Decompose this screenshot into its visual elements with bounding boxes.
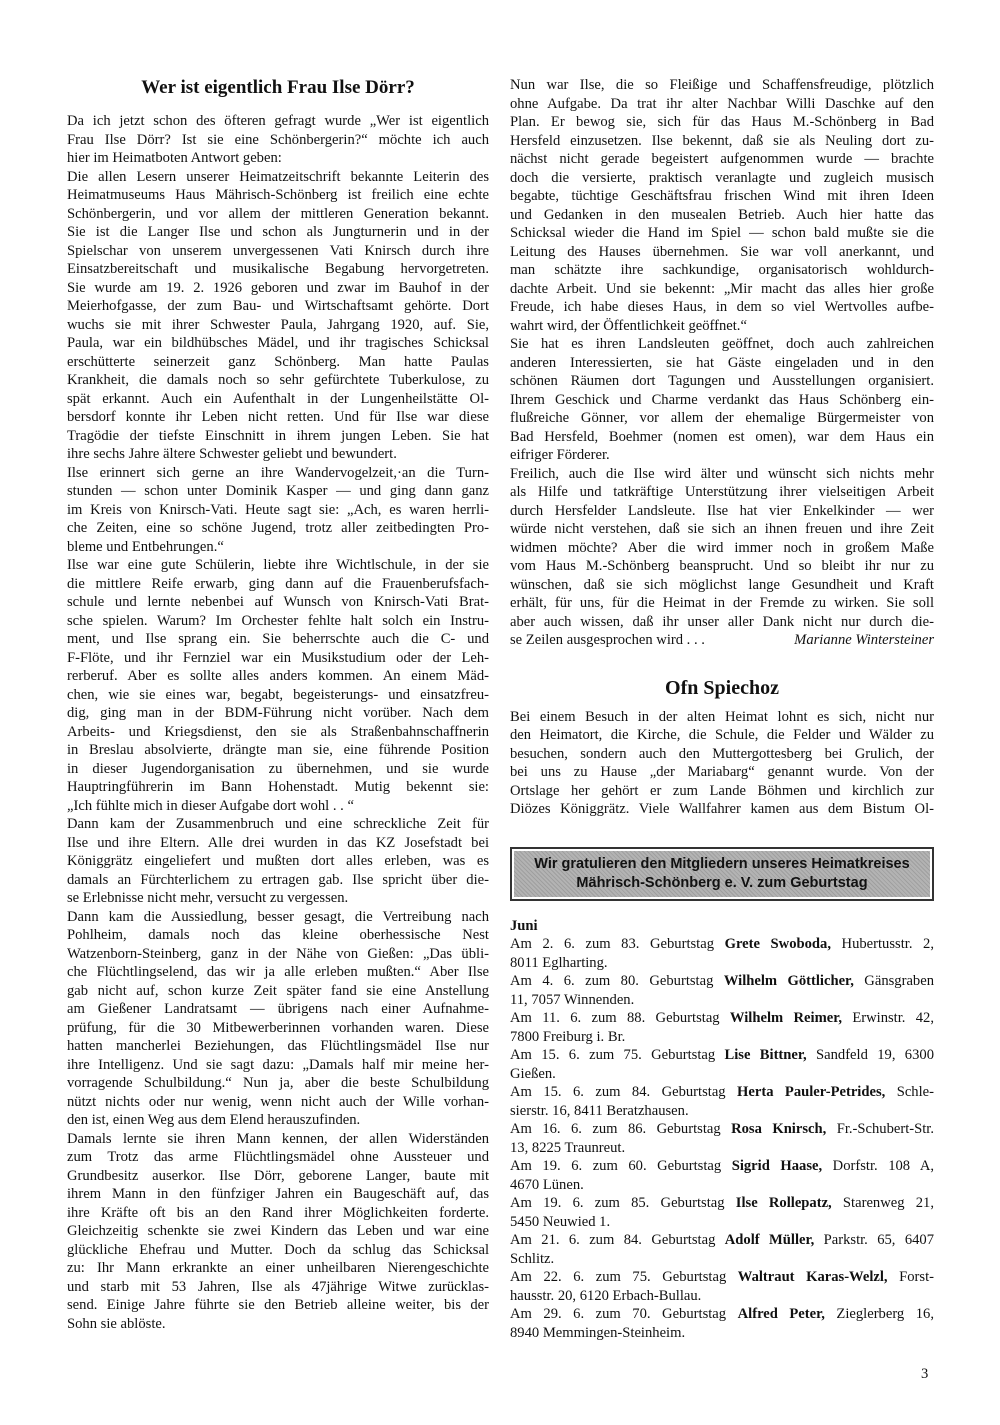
text-line: gab nicht auf, schon kurze Zeit später fand sie eine Anstellung bbox=[67, 982, 489, 999]
birthday-address-cont: 8940 Memmingen-Steinheim. bbox=[510, 1324, 686, 1341]
birthday-date: Am 22. 6. zum 75. Geburtstag bbox=[510, 1269, 738, 1285]
birthday-address: Hubertusstr. 2, bbox=[830, 936, 934, 952]
text-line: Grundbesitz auserkor. Ilse Dörr, geborene Langer, baute mit bbox=[67, 1167, 489, 1184]
text-line: Leitung des Hauses übernehmen. Sie war voll anerkannt, und bbox=[510, 243, 934, 260]
text-line: rerberuf. Aber es sollte alles anders kommen. An einem Mäd- bbox=[67, 668, 489, 684]
banner-line-2: Mährisch-Schönberg e. V. zum Geburtstag bbox=[576, 874, 868, 891]
text-line: anderen Interessierten, sie hat Gäste eingeladen und in den bbox=[510, 354, 934, 371]
birthday-address: Sandfeld 19, 6300 bbox=[806, 1047, 934, 1063]
birthday-list bbox=[510, 935, 934, 1342]
birthday-date: Am 15. 6. zum 84. Geburtstag bbox=[510, 1084, 738, 1100]
text-line: Gleichzeitig schenkte sie zwei Kindern das Leben und war eine bbox=[67, 1223, 489, 1239]
text-line: den Heimatort, die Kirche, die Schule, die Felder und Wälder zu bbox=[510, 727, 934, 743]
birthday-date: Am 16. 6. zum 86. Geburtstag bbox=[510, 1121, 732, 1137]
birthday-address: Erwinstr. 42, bbox=[842, 1010, 935, 1026]
text-line: Bei einem Besuch in der alten Heimat lohnt es sich, nicht nur bbox=[510, 708, 934, 725]
birthday-address: Schle- bbox=[885, 1084, 934, 1100]
birthday-entry bbox=[510, 1009, 934, 1028]
birthday-entry bbox=[510, 1046, 934, 1065]
birthday-address: Dorfstr. 108 A, bbox=[822, 1158, 935, 1174]
text-line: prüfung, für die 30 Mitbewerberinnen vorhanden waren. Diese bbox=[67, 1019, 489, 1036]
article-body-right bbox=[510, 76, 934, 631]
text-line: begabte, tüchtige Geschäftsfrau frischen Wind mit ihren Ideen bbox=[510, 188, 934, 204]
birthday-entry bbox=[510, 1268, 934, 1287]
text-line: F-Flöte, und ihr Fernziel war ein Musikstudium oder der Leh- bbox=[67, 649, 489, 666]
text-line: bersdorf konnte ihr Leben nicht retten. Und für Ilse war diese bbox=[67, 409, 489, 425]
text-line: Schönbergerin, und vor allem der mittleren Generation bekannt. bbox=[67, 205, 489, 222]
text-line: Diözes Königgrätz. Viele Wallfahrer kamen aus dem Bistum Ol- bbox=[510, 801, 934, 817]
text-line: che Zeiten, eine so schöne Jugend, trotz aller zeitbedingten Pro- bbox=[67, 520, 489, 536]
text-line: ihre sechs Jahre ältere Schwester geliebt und bewundert. bbox=[67, 446, 397, 462]
birthday-person: Rosa Knirsch, bbox=[731, 1121, 827, 1137]
birthday-date: Am 21. 6. zum 84. Geburtstag bbox=[510, 1232, 725, 1248]
text-line: den ist, einen Weg aus dem Elend herauszufinden. bbox=[67, 1112, 361, 1128]
text-line: und Gedanken in den musealen Betrieb. Auch hier hatte das bbox=[510, 206, 934, 223]
text-line: Nun war Ilse, die so Fleißige und Schaffensfreudige, plötzlich bbox=[510, 77, 934, 93]
text-line: und starb mit 53 Jahren, Ilse als 47jährige Witwe zurücklas- bbox=[67, 1278, 489, 1295]
birthday-address-cont: 8011 Eglharting. bbox=[510, 954, 608, 971]
text-line: Hersfeld einzusetzen. Ilse bekennt, daß sie als Neuling dort zu- bbox=[510, 132, 934, 149]
text-line: Pohlheim, damals noch das kleine oberhessische Nest bbox=[67, 927, 489, 943]
text-line: Einsatzbereitschaft und musikalische Begabung hervorgetreten. bbox=[67, 261, 489, 277]
text-line: Tragödie der tiefste Einschnitt in ihrem jungen Leben. Sie hat bbox=[67, 427, 489, 444]
text-line: ment, und Ilse sprang ein. Sie beherrschte auch die C- und bbox=[67, 631, 489, 647]
author-signature: Marianne Wintersteiner bbox=[794, 632, 934, 648]
text-line: vom Haus M.-Schönberg beansprucht. Und so bleibt ihr nur zu bbox=[510, 558, 934, 574]
text-line: „Ich fühlte mich in dieser Aufgabe dort wohl . . “ bbox=[67, 797, 354, 814]
text-line: Dann kam der Zusammenbruch und eine schreckliche Zeit für bbox=[67, 816, 489, 832]
birthday-entry bbox=[510, 1083, 934, 1102]
article2-title: Ofn Spiechoz bbox=[665, 676, 779, 699]
text-line: hatten mancherlei Beziehungen, das Flüchtlingsmädel Ilse nur bbox=[67, 1038, 489, 1054]
text-line: erschütterte seinerzeit ganz Schönberg. Man hatte Paulas bbox=[67, 353, 489, 370]
birthday-entry bbox=[510, 1157, 934, 1176]
text-line: Ilse war eine gute Schülerin, liebte ihre Wichtlschule, in der sie bbox=[67, 557, 489, 573]
birthday-address-cont: Gießen. bbox=[510, 1065, 556, 1082]
text-line: Damals lernte sie ihren Mann kennen, der allen Widerständen bbox=[67, 1130, 489, 1147]
text-line: doch die versierte, praktisch veranlagte und zugleich musisch bbox=[510, 169, 934, 186]
text-line: als Hilfe und tatkräftige Unterstützung ihrer vielseitigen Arbeit bbox=[510, 484, 934, 500]
text-line: spät erkannt. Auch ein Aufenthalt in der Lungenheilstätte Ol- bbox=[67, 390, 489, 407]
text-line: send. Einige Jahre führte sie den Betrieb alleine weiter, bis der bbox=[67, 1297, 489, 1313]
birthday-date: Am 15. 6. zum 75. Geburtstag bbox=[510, 1047, 725, 1063]
text-line: ohne Aufgabe. Da trat ihr alter Nachbar Willi Daschke auf den bbox=[510, 95, 934, 112]
text-line: in Breslau absolvierte, drängte man sie, eine führende Position bbox=[67, 742, 489, 758]
text-line: Hauptringführerin im Bann Hohenstadt. Mutig bekennt sie: bbox=[67, 779, 489, 795]
text-line: Paula, war ein bildhübsches Mädel, und ihr tragisches Schicksal bbox=[67, 335, 489, 351]
text-line: in dieser Jugendorganisation zu übernehmen, und sie wurde bbox=[67, 760, 489, 777]
birthday-month: Juni bbox=[510, 917, 538, 934]
birthday-person: Wilhelm Göttlicher, bbox=[723, 973, 854, 989]
text-line: Sie hat es ihren Landsleuten geöffnet, doch auch zahlreichen bbox=[510, 336, 934, 352]
text-line: Ilse erinnert sich gerne an ihre Wandervogelzeit,·an die Turn- bbox=[67, 464, 489, 481]
text-line: durch Hersfelder Landsleute. Ilse hat vier Enkelkinder — wer bbox=[510, 502, 934, 519]
text-line: Krankheit, die damals noch so sehr gefürchtete Tuberkulose, zu bbox=[67, 372, 489, 388]
text-line: Schicksal wieder die Hand im Spiel — schon bald mußte sie die bbox=[510, 225, 934, 241]
birthday-person: Adolf Müller, bbox=[724, 1232, 815, 1248]
text-line: Spielschar von unserem unvergessenen Vati Knirsch durch ihre bbox=[67, 242, 489, 259]
text-line: Plan. Er bewog sie, sich für das Haus M.-Schönberg in Bad bbox=[510, 114, 934, 130]
text-line: Freude, ich habe dieses Haus, in dem so viel Wertvolles aufbe- bbox=[510, 299, 934, 315]
birthday-entry bbox=[510, 1194, 934, 1213]
birthday-date: Am 19. 6. zum 85. Geburtstag bbox=[510, 1195, 736, 1211]
closing-text: se Zeilen ausgesprochen wird . . . bbox=[510, 632, 705, 648]
birthday-address-cont: 4670 Lünen. bbox=[510, 1176, 584, 1193]
text-line: stunden — schon unter Dominik Kasper — und ging dann ganz bbox=[67, 483, 489, 499]
text-line: widmen möchte? Aber die wird immer noch in großem Maße bbox=[510, 539, 934, 556]
birthday-address-cont: 7800 Freiburg i. Br. bbox=[510, 1028, 626, 1045]
birthday-person: Wilhelm Reimer, bbox=[729, 1010, 842, 1026]
text-line: Arbeits- und Kriegsdienst, den sie als Straßenbahnschaffnerin bbox=[67, 723, 489, 740]
text-line: Die allen Lesern unserer Heimatzeitschrift bekannte Leiterin des bbox=[67, 168, 489, 185]
text-line: bleme und Entbehrungen.“ bbox=[67, 538, 224, 555]
text-line: Dann kam die Aussiedlung, besser gesagt, die Vertreibung nach bbox=[67, 908, 489, 925]
text-line: die mittlere Reife erwarb, ging dann auf die Frauenberufsfach- bbox=[67, 575, 489, 592]
text-line: Bad Hersfeld, Boehmer (nomen est omen), war dem Haus ein bbox=[510, 428, 934, 445]
text-line: Ihrem Geschick und Charme verdankt das Haus Schönberg ein- bbox=[510, 391, 934, 408]
text-line: im Kreis von Knirsch-Vati. Heute sagt sie: „Ach, es waren herrli- bbox=[67, 501, 489, 518]
text-line: schule und lernte nebenbei auf Wunsch von Knirsch-Vati Brat- bbox=[67, 594, 489, 610]
birthday-address: Gänsgraben bbox=[853, 973, 934, 989]
birthday-person: Lise Bittner, bbox=[724, 1047, 807, 1063]
birthday-entry bbox=[510, 1120, 934, 1139]
birthday-person: Sigrid Haase, bbox=[731, 1158, 823, 1174]
text-line: hier im Heimatboten Antwort geben: bbox=[67, 150, 282, 166]
birthday-address: Zieglerberg 16, bbox=[824, 1306, 934, 1322]
birthday-address-cont: 5450 Neuwied 1. bbox=[510, 1213, 611, 1230]
birthday-entry bbox=[510, 1231, 934, 1250]
text-line: Sie wurde am 19. 2. 1926 geboren und zwar im Bauhof in der bbox=[67, 279, 489, 296]
text-line: wuchs sie mit ihrer Schwester Paula, Jahrgang 1920, auf. Sie, bbox=[67, 316, 489, 333]
birthday-person: Waltraut Karas-Welzl, bbox=[737, 1269, 888, 1285]
right-column bbox=[510, 76, 934, 1342]
birthday-address-cont: 13, 8225 Traunreut. bbox=[510, 1139, 626, 1156]
text-line: Ortslage her gehört er zum Lande Böhmen und kirchlich zur bbox=[510, 782, 934, 799]
birthday-person: Grete Swoboda, bbox=[724, 936, 831, 952]
text-line: vorragende Schulbildung.“ Nun ja, aber die beste Schulbildung bbox=[67, 1075, 489, 1091]
text-line: Watzenborn-Steinberg, ganz in der Nähe von Gießen: „Das übli- bbox=[67, 945, 489, 962]
text-line: würde nicht verstehen, daß sie sich an ihnen freuen und ihre Zeit bbox=[510, 521, 934, 537]
text-line: chen, wie sie eines war, begabt, begeisterungs- und einsatzfreu- bbox=[67, 686, 489, 703]
birthday-address: Starenweg 21, bbox=[831, 1195, 934, 1211]
article-title: Wer ist eigentlich Frau Ilse Dörr? bbox=[141, 77, 415, 98]
birthday-banner-inner bbox=[514, 851, 930, 897]
text-line: che Flüchtlingselend, das wir ja alle erleben mußten.“ Aber Ilse bbox=[67, 964, 489, 980]
text-line: nützt nichts oder nur wenig, wenn nicht auch der Wille vorhan- bbox=[67, 1093, 489, 1110]
article2-body bbox=[510, 708, 934, 819]
banner-line-1: Wir gratulieren den Mitgliedern unseres Heimatkreises bbox=[534, 855, 910, 872]
text-line: wahrt wird, der Öffentlichkeit geöffnet.“ bbox=[510, 317, 747, 334]
text-line: Heimatmuseums Haus Mährisch-Schönberg ist freilich eine echte bbox=[67, 187, 489, 203]
text-line: bei uns zu Hause „der Mariabarg“ genannt wurde. Von der bbox=[510, 764, 934, 780]
text-line: sche spielen. Warum? Im Orchester fehlte halt solch ein Instru- bbox=[67, 612, 489, 629]
text-line: zum Trotz das arme Flüchtlingsmädel ohne Aussteuer und bbox=[67, 1149, 489, 1165]
birthday-address-cont: sierstr. 16, 8411 Beratzhausen. bbox=[510, 1102, 689, 1119]
text-line: Sohn sie ablöste. bbox=[67, 1315, 166, 1332]
birthday-address-cont: hausstr. 20, 6120 Erbach-Bullau. bbox=[510, 1287, 702, 1304]
birthday-address: Forst- bbox=[887, 1269, 934, 1285]
birthday-date: Am 29. 6. zum 70. Geburtstag bbox=[510, 1306, 738, 1322]
birthday-date: Am 19. 6. zum 60. Geburtstag bbox=[510, 1158, 732, 1174]
text-line: damals an Fürchterlichem zu ertragen gab. Ilse spricht über die- bbox=[67, 871, 489, 888]
text-line: erhält, für uns, für die Heimat in der Fremde zu wirken. Sie soll bbox=[510, 595, 934, 611]
text-line: Königgrätz eingeliefert und mußten dort alles erleben, was es bbox=[67, 853, 489, 869]
left-column bbox=[67, 76, 489, 1333]
birthday-date: Am 2. 6. zum 83. Geburtstag bbox=[510, 936, 725, 952]
text-line: am Gießener Landratsamt — übrigens nach einer Aufnahme- bbox=[67, 1001, 489, 1017]
article-closing-line bbox=[510, 631, 934, 650]
text-line: zu: Ihr Mann erkrankte an einer unheilbaren Nierengeschichte bbox=[67, 1260, 489, 1276]
text-line: ihre Intelligenz. Und sie sagt dazu: „Damals half mir meine her- bbox=[67, 1056, 489, 1073]
text-line: flußreiche Gönner, vor allem der ehemalige Bürgermeister von bbox=[510, 410, 934, 426]
text-line: dig, ging man in der BDM-Führung nicht vorüber. Nach dem bbox=[67, 705, 489, 721]
text-line: se Erlebnisse nicht mehr, versucht zu vergessen. bbox=[67, 890, 349, 906]
birthday-address-cont: 11, 7057 Winnenden. bbox=[510, 991, 635, 1008]
text-line: nächst nicht gerade begeistert aufgenommen wurde — brachte bbox=[510, 151, 934, 167]
birthday-address-cont: Schlitz. bbox=[510, 1250, 555, 1267]
page-number: 3 bbox=[921, 1366, 929, 1382]
text-line: man schätzte ihre sachkundige, organisatorisch wohldurch- bbox=[510, 262, 934, 278]
text-line: Frau Ilse Dörr? Ist sie eine Schönbergerin?“ möchte ich auch bbox=[67, 131, 489, 148]
text-line: ihre Kräfte oft bis an den Rand ihrer Möglichkeiten forderte. bbox=[67, 1204, 489, 1221]
text-line: Ilse und ihre Eltern. Alle drei wurden in das KZ Josefstadt bei bbox=[67, 834, 489, 851]
birthday-entry bbox=[510, 1305, 934, 1324]
text-line: schönen Räumen dort Tagungen und Ausstellungen organisiert. bbox=[510, 373, 934, 389]
birthday-person: Alfred Peter, bbox=[737, 1306, 825, 1322]
text-line: glückliche Ehefrau und Mutter. Doch da schlug das Schicksal bbox=[67, 1241, 489, 1258]
birthday-person: Herta Pauler-Petrides, bbox=[737, 1084, 886, 1100]
birthday-banner bbox=[510, 847, 934, 901]
birthday-address: Fr.-Schubert-Str. bbox=[826, 1121, 934, 1137]
text-line: Da ich jetzt schon des öfteren gefragt wurde „Wer ist eigentlich bbox=[67, 113, 489, 129]
text-line: eifriger Förderer. bbox=[510, 447, 610, 463]
birthday-date: Am 11. 6. zum 88. Geburtstag bbox=[510, 1010, 730, 1026]
birthday-person: Ilse Rollepatz, bbox=[735, 1195, 832, 1211]
text-line: wünschen, daß sie sich möglichst lange Gesundheit und Kraft bbox=[510, 576, 934, 593]
text-line: Sie ist die Langer Ilse und schon als Jungturnerin und in der bbox=[67, 224, 489, 240]
birthday-entry bbox=[510, 972, 934, 991]
article-body-left bbox=[67, 112, 489, 1333]
text-line: Freilich, auch die Ilse wird älter und wünscht sich nichts mehr bbox=[510, 465, 934, 482]
birthday-address: Parkstr. 65, 6407 bbox=[814, 1232, 935, 1248]
birthday-date: Am 4. 6. zum 80. Geburtstag bbox=[510, 973, 724, 989]
text-line: dachte Arbeit. Und sie bekennt: „Mir macht das alles hier große bbox=[510, 280, 934, 297]
text-line: Meierhofgasse, der zum Bau- und Wirtschaftsamt gehörte. Dort bbox=[67, 298, 489, 314]
birthday-entry bbox=[510, 935, 934, 954]
text-line: aber auch wissen, daß ihr unser aller Dank nicht nur durch die- bbox=[510, 613, 934, 630]
text-line: besuchen, sondern auch den Muttergottesberg bei Grulich, der bbox=[510, 745, 934, 762]
text-line: ihrem Mann in den fünfziger Jahren ein Baugeschäft auf, das bbox=[67, 1186, 489, 1202]
